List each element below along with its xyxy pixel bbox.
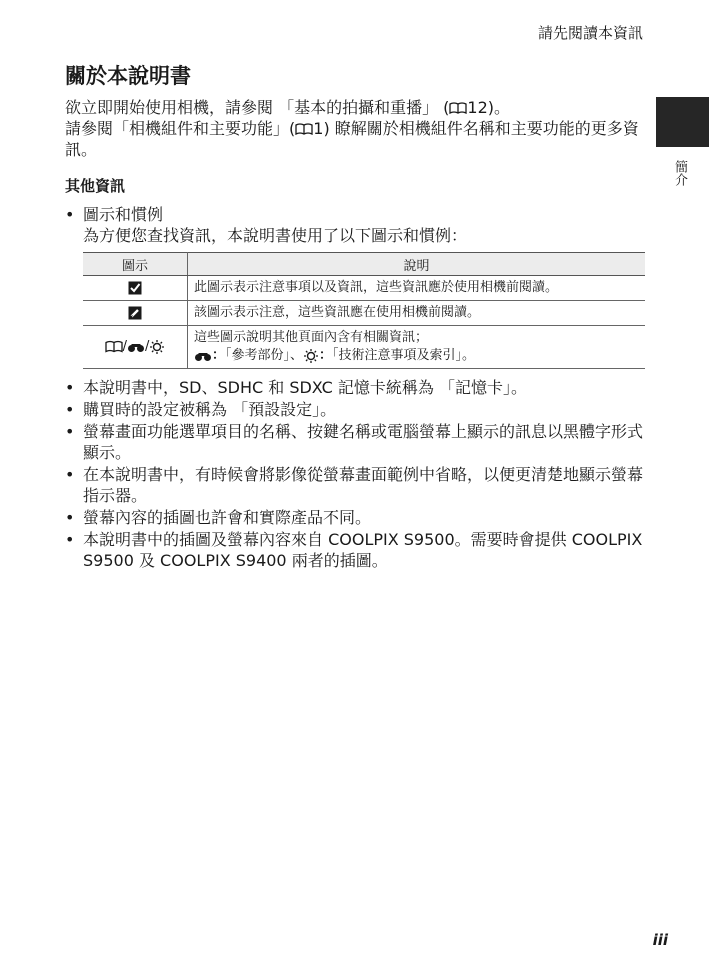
list-item: • 購買時的設定被稱為 「預設設定」。 [65, 399, 645, 420]
table-cell-description: 這些圖示說明其他頁面內含有相關資訊； [194, 330, 429, 345]
intro-paragraph-1: 欲立即開始使用相機，請參閱 「基本的拍攝和重播」 ( 12)。 [65, 98, 511, 117]
table-row [83, 276, 645, 301]
check-note-icon [128, 281, 142, 295]
binoculars-icon [127, 341, 145, 353]
intro-paragraph-2: 請參閱「相機組件和主要功能」( 1) 瞭解關於相機組件名稱和主要功能的更多資訊。 [65, 119, 639, 159]
caution-pencil-icon [128, 306, 142, 320]
list-item: • 螢幕內容的插圖也許會和實際產品不同。 [65, 507, 645, 528]
list-item: • 在本說明書中，有時候會將影像從螢幕畫面範例中省略，以便更清楚地顯示螢幕指示器。 [65, 464, 645, 506]
page-content [65, 62, 645, 572]
book-reference-icon [105, 340, 123, 353]
light-bulb-icon [149, 339, 165, 355]
chapter-tab [656, 97, 709, 147]
column-header-description: 說明 [188, 253, 646, 276]
icon-separator: / [145, 339, 150, 354]
list-item: • 本說明書中的插圖及螢幕內容來自 COOLPIX S9500。需要時會提供 COOLPIX S9500 及 COOLPIX S9400 兩者的插圖。 [65, 529, 645, 571]
table-cell-description: 此圖示表示注意事項以及資訊，這些資訊應於使用相機前閱讀。 [188, 276, 646, 301]
table-cell-description: 該圖示表示注意，這些資訊應在使用相機前閱讀。 [188, 301, 646, 326]
column-header-icon: 圖示 [83, 253, 188, 276]
book-reference-icon [449, 102, 467, 114]
table-row: / / 這些圖示說明其他頁面內含有相關資訊； ：「參考部份」、 ：「技術注意事項及索引」。 [83, 326, 645, 369]
section-heading: 其他資訊 [65, 177, 126, 195]
icon-separator: / [122, 339, 127, 354]
light-bulb-icon [303, 348, 319, 364]
bullet-list [65, 377, 645, 571]
binoculars-icon [194, 350, 212, 362]
list-item: • 圖示和慣例 為方便您查找資訊，本說明書使用了以下圖示和慣例： [65, 204, 645, 246]
chapter-tab-label: 簡介 [672, 160, 687, 186]
book-reference-icon [295, 123, 313, 135]
list-item: • 螢幕畫面功能選單項目的名稱、按鍵名稱或電腦螢幕上顯示的訊息以黑體字形式顯示。 [65, 421, 645, 463]
page-number: iii [652, 931, 668, 949]
running-header: 請先閱讀本資訊 [537, 24, 643, 42]
list-item: • 本說明書中，SD、SDHC 和 SDXC 記憶卡統稱為 「記憶卡」。 [65, 377, 645, 398]
table-row [83, 301, 645, 326]
table-header-row [83, 253, 645, 276]
page-title: 關於本說明書 [65, 64, 191, 88]
bullet-list [65, 204, 645, 246]
conventions-table [83, 252, 645, 369]
